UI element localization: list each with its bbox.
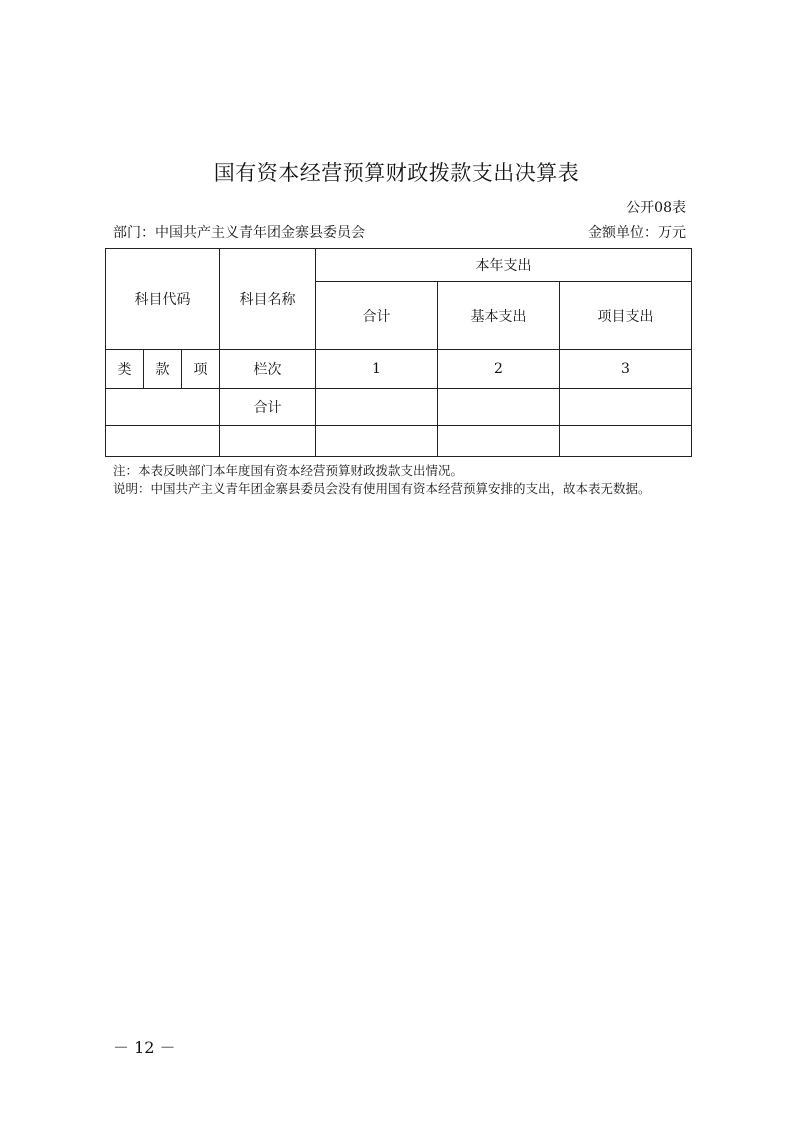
- header-basic-expenditure: 基本支出: [438, 282, 560, 350]
- table-row: [106, 426, 692, 457]
- column-number-2: 2: [438, 350, 560, 389]
- expenditure-table: [105, 248, 692, 457]
- total-row-total-cell: [316, 389, 438, 426]
- header-section: 款: [144, 350, 182, 389]
- explanation-line: 说明：中国共产主义青年团金寨县委员会没有使用国有资本经营预算安排的支出，故本表无数据。: [113, 481, 651, 496]
- header-subject-code: 科目代码: [106, 249, 220, 350]
- header-current-year-expenditure: 本年支出: [316, 249, 692, 282]
- header-row-number: 栏次: [220, 350, 316, 389]
- empty-project-cell: [560, 426, 692, 457]
- empty-basic-cell: [438, 426, 560, 457]
- empty-code-cell: [106, 426, 220, 457]
- header-subject-name: 科目名称: [220, 249, 316, 350]
- total-row: [106, 389, 692, 426]
- header-total: 合计: [316, 282, 438, 350]
- total-row-label: 合计: [220, 389, 316, 426]
- header-category: 类: [106, 350, 144, 389]
- department-label: 部门：中国共产主义青年团金寨县委员会: [113, 225, 365, 241]
- column-number-3: 3: [560, 350, 692, 389]
- header-row-1: [106, 249, 692, 282]
- note-line: 注：本表反映部门本年度国有资本经营预算财政拨款支出情况。: [113, 463, 464, 478]
- total-row-basic-cell: [438, 389, 560, 426]
- form-code: 公开08表: [626, 200, 686, 216]
- column-index-row: [106, 350, 692, 389]
- empty-total-cell: [316, 426, 438, 457]
- notes-section: [113, 462, 651, 498]
- total-row-code-cell: [106, 389, 220, 426]
- column-number-1: 1: [316, 350, 438, 389]
- empty-name-cell: [220, 426, 316, 457]
- header-item: 项: [182, 350, 220, 389]
- header-project-expenditure: 项目支出: [560, 282, 692, 350]
- total-row-project-cell: [560, 389, 692, 426]
- page-title: 国有资本经营预算财政拨款支出决算表: [213, 161, 580, 185]
- unit-label: 金额单位：万元: [588, 225, 686, 241]
- page-number: － 12 －: [113, 1038, 176, 1057]
